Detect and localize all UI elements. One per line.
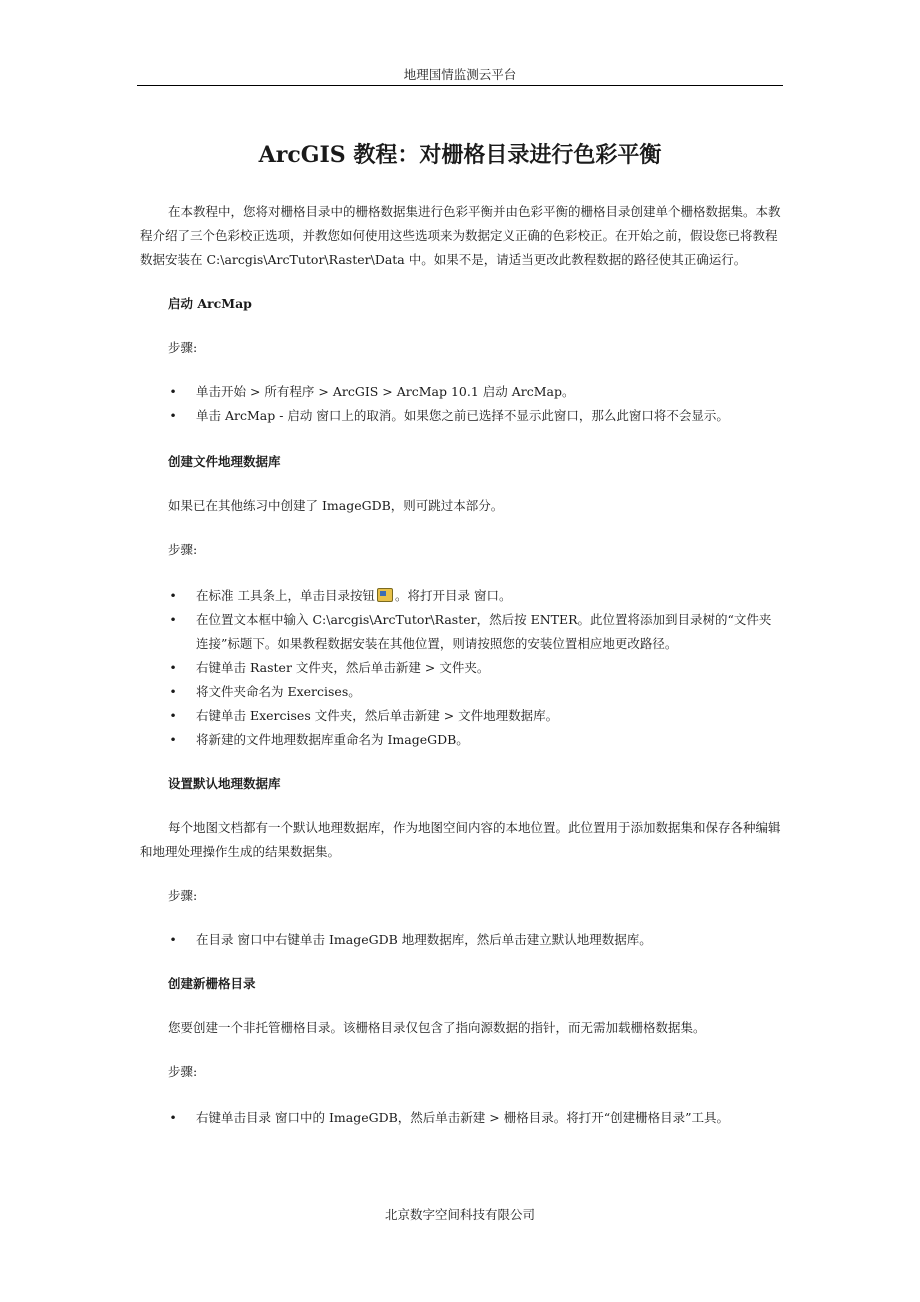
section-intro-create-gdb: 如果已在其他练习中创建了 ImageGDB，则可跳过本部分。: [168, 498, 504, 513]
steps-label: 步骤:: [168, 542, 198, 557]
section-heading-new-raster-catalog: 创建新栅格目录: [168, 976, 256, 991]
document-body: [140, 200, 782, 1130]
bullet: •: [169, 932, 177, 947]
step-text: 在目录 窗口中右键单击 ImageGDB 地理数据库，然后单击建立默认地理数据库。: [196, 932, 652, 947]
step-text: 。将打开目录 窗口。: [394, 588, 512, 603]
step-text: 在位置文本框中输入 C:\arcgis\ArcTutor\Raster，然后按 ENTER。此位置将添加到目录树的“文件夹连接”标题下。如果教程数据安装在其他位置，则请按照您的安装位置相应地更改路径。: [196, 612, 772, 651]
bullet: •: [169, 684, 177, 699]
step-text: 右键单击目录 窗口中的 ImageGDB，然后单击新建 > 栅格目录。将打开“创建栅格目录”工具。: [196, 1110, 729, 1125]
list-item: [140, 404, 782, 428]
catalog-window-icon: [377, 588, 393, 602]
intro-paragraph: 在本教程中，您将对栅格目录中的栅格数据集进行色彩平衡并由色彩平衡的栅格目录创建单个栅格数据集。本教程介绍了三个色彩校正选项，并教您如何使用这些选项来为数据定义正确的色彩校正。在开始之前，假设您已将教程数据安装在 C:\arcgis\ArcTutor\Raster\Data 中。如果不是，请适当更改此教程数据的路径使其正确运行。: [140, 204, 781, 267]
list-item: [140, 928, 782, 952]
step-text: 在标准 工具条上，单击目录按钮: [196, 588, 375, 603]
list-item: [140, 680, 782, 704]
list-item: [140, 608, 782, 656]
bullet: •: [169, 660, 177, 675]
steps-label: 步骤:: [168, 1064, 198, 1079]
list-item: [140, 584, 782, 608]
header-rule: [137, 85, 783, 86]
step-text: 单击开始 > 所有程序 > ArcGIS > ArcMap 10.1 启动 ArcMap。: [196, 384, 575, 399]
step-text: 右键单击 Exercises 文件夹，然后单击新建 > 文件地理数据库。: [196, 708, 559, 723]
step-text: 单击 ArcMap - 启动 窗口上的取消。如果您之前已选择不显示此窗口，那么此窗口将不会显示。: [196, 408, 729, 423]
steps-list-new-raster-catalog: [140, 1106, 782, 1130]
bullet: •: [169, 588, 177, 603]
steps-label: 步骤:: [168, 340, 198, 355]
section-heading-create-gdb: 创建文件地理数据库: [168, 454, 281, 469]
list-item: [140, 704, 782, 728]
document-title: ArcGIS 教程：对栅格目录进行色彩平衡: [258, 142, 662, 168]
bullet: •: [169, 1110, 177, 1125]
bullet: •: [169, 708, 177, 723]
section-intro-new-raster-catalog: 您要创建一个非托管栅格目录。该栅格目录仅包含了指向源数据的指针，而无需加载栅格数据集。: [168, 1020, 706, 1035]
bullet: •: [169, 384, 177, 399]
steps-label: 步骤:: [168, 888, 198, 903]
list-item: [140, 656, 782, 680]
section-heading-start-arcmap: 启动 ArcMap: [168, 296, 252, 311]
list-item: [140, 1106, 782, 1130]
step-text: 右键单击 Raster 文件夹，然后单击新建 > 文件夹。: [196, 660, 490, 675]
page-footer: 北京数字空间科技有限公司: [384, 1207, 535, 1222]
step-text: 将新建的文件地理数据库重命名为 ImageGDB。: [196, 732, 469, 747]
bullet: •: [169, 612, 177, 627]
steps-list-default-gdb: [140, 928, 782, 952]
bullet: •: [169, 732, 177, 747]
list-item: [140, 380, 782, 404]
list-item: [140, 728, 782, 752]
section-heading-default-gdb: 设置默认地理数据库: [168, 776, 281, 791]
section-intro-default-gdb: 每个地图文档都有一个默认地理数据库，作为地图空间内容的本地位置。此位置用于添加数据集和保存各种编辑和地理处理操作生成的结果数据集。: [140, 820, 781, 859]
bullet: •: [169, 408, 177, 423]
steps-list-create-gdb: [140, 584, 782, 752]
page-header: 地理国情监测云平台: [403, 67, 517, 82]
steps-list-start-arcmap: [140, 380, 782, 428]
step-text: 将文件夹命名为 Exercises。: [196, 684, 361, 699]
